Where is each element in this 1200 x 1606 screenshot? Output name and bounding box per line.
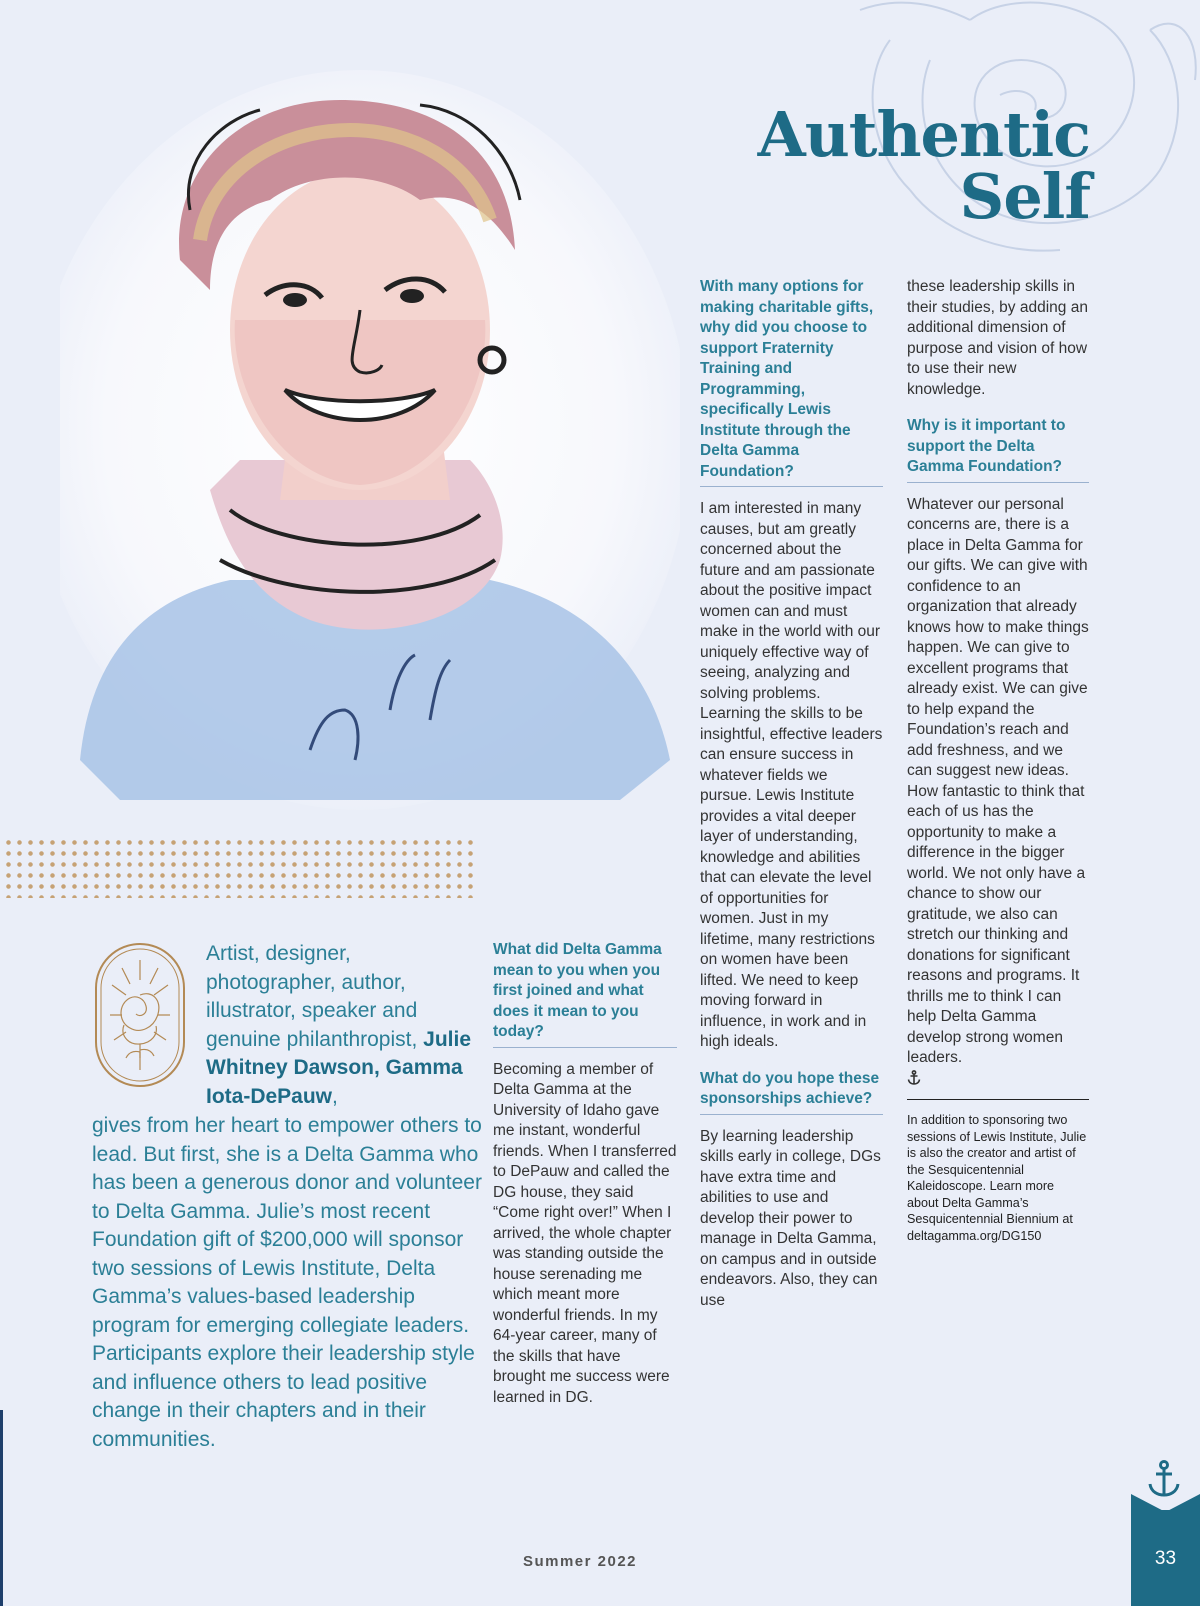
intro-comma: ,: [332, 1084, 338, 1108]
question-3: What do you hope these sponsorships achieve?: [700, 1069, 883, 1115]
answer-3-continued: these leadership skills in their studies, by adding an additional dimension of purpose and vision of how to use their new knowledge.: [907, 278, 1088, 398]
answer-4: [907, 495, 1089, 1090]
question-4: Why is it important to support the Delta Gamma Foundation?: [907, 416, 1089, 483]
answer-3: By learning leadership skills early in college, DGs have extra time and abilities to use and develop their power to manage in Delta Gamma, on campus and in outside endeavors. Also, they can use: [700, 1127, 881, 1309]
portrait-illustration: [60, 60, 680, 840]
question-2: With many options for making charitable gifts, why did you choose to support Fraternity Training and Programming, specifically Lewis Institute through the Delta Gamma Foundation?: [700, 277, 883, 487]
intro-body: gives from her heart to empower others to lead. But first, she is a Delta Gamma who has been a generous donor and volunteer to Delta Gamma. Julie’s most recent Foundation gift of $200,000 will sponsor two sessions of Lewis Institute, Delta Gamma’s values-based leadership program for emerging collegiate leaders. Participants explore their leadership style and influence others to lead positive change in their chapters and in their communities.: [92, 1114, 482, 1451]
intro-lead: [206, 940, 476, 1111]
rose-badge-icon: [92, 940, 188, 1090]
page-title: [757, 98, 1090, 233]
left-edge-bar: [0, 1410, 3, 1606]
dot-pattern: [0, 834, 475, 898]
end-anchor-icon: [907, 1070, 921, 1085]
answer-4-text: Whatever our personal concerns are, there is a place in Delta Gamma for our gifts. We can give with confidence to an organization that already knows how to make things happen. We can give to excellent programs that already exist. We can give to help expand the Foundation’s reach and add freshness, and we can suggest new ideas. How fantastic to think that each of us has the opportunity to make a difference in the bigger world. We not only have a chance to show our gratitude, we also can stretch our thinking and donations for significant reasons and programs. It thrills me to think I can help Delta Gamma develop strong women leaders.: [907, 495, 1089, 1066]
column-1: [493, 940, 677, 1408]
sidebar-note: In addition to sponsoring two sessions of Lewis Institute, Julie is also the creator and artist of the Sesquicentennial Kaleidoscope. Learn more about Delta Gamma’s Sesquicentennial Biennium at deltagamma.org/DG150: [907, 1099, 1089, 1244]
question-1: What did Delta Gamma mean to you when you first joined and what does it mean to you today?: [493, 940, 677, 1048]
issue-label: Summer 2022: [522, 1553, 638, 1570]
answer-2: I am interested in many causes, but am greatly concerned about the future and am passionate about the positive impact women can and must make in the world with our uniquely effective way of seeing, analyzing and solving problems. Learning the skills to be insightful, effective leaders can ensure success in whatever fields we pursue. Lewis Institute provides a vital deeper layer of understanding, knowledge and abilities that can elevate the level of opportunities for women. Just in my lifetime, many restrictions on women have been lifted. We need to keep moving forward in influence, in work and in high ideals.: [700, 500, 883, 1050]
anchor-icon: [1147, 1460, 1181, 1498]
column-2: [700, 277, 883, 1311]
honoree-name: Julie Whitney Dawson, Gamma Iota-DePauw: [206, 1027, 472, 1108]
title-line-1: Authentic: [757, 98, 1090, 171]
page-number: 33: [1154, 1548, 1177, 1569]
answer-1: Becoming a member of Delta Gamma at the University of Idaho gave me instant, wonderful friends. When I transferred to DePauw and called the DG house, they said “Come right over!” When I arrived, the whole chapter was standing outside the house serenading me which meant more wonderful friends. In my 64-year career, many of the skills that have brought me success were learned in DG.: [493, 1060, 677, 1406]
column-3: [907, 277, 1089, 1244]
intro-lead-text: Artist, designer, photographer, author, illustrator, speaker and genuine philanthropist,: [206, 942, 424, 1051]
title-line-2: Self: [959, 160, 1090, 233]
